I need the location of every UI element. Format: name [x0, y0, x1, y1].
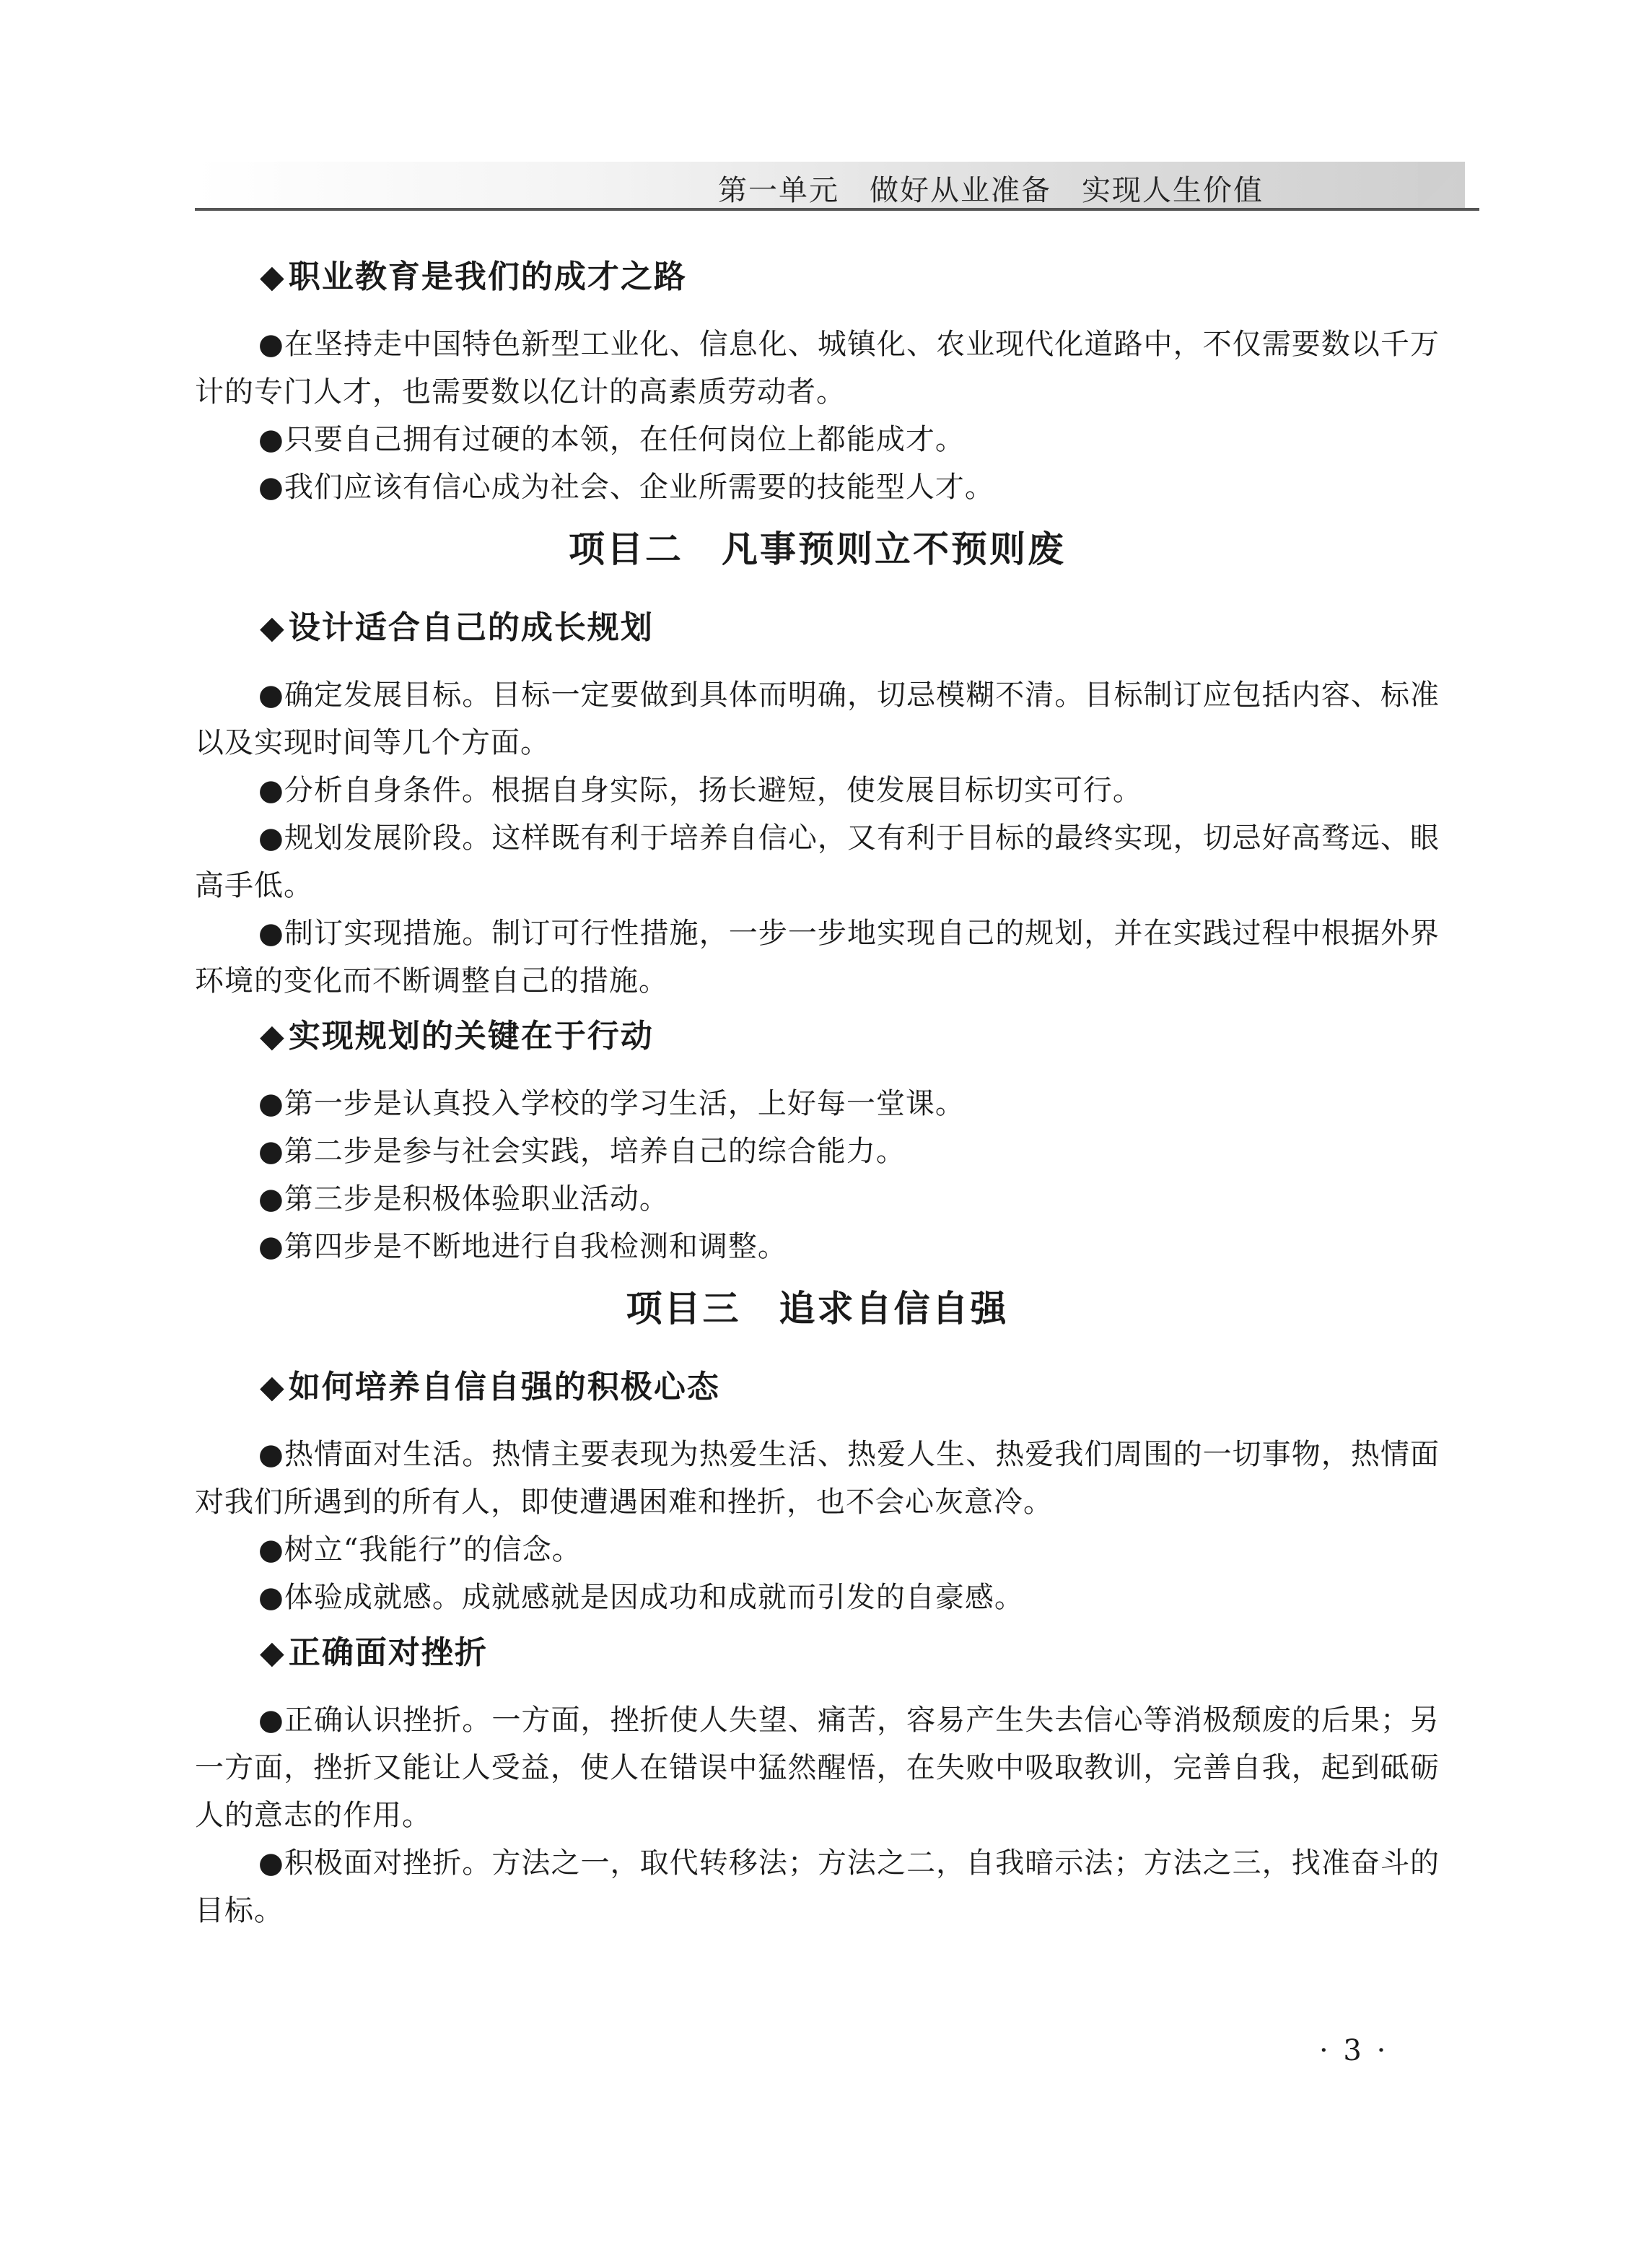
running-head: 第一单元 做好从业准备 实现人生价值 — [718, 174, 1264, 207]
list-item: ●热情面对生活。热情主要表现为热爱生活、热爱人生、热爱我们周围的一切事物，热情面对我们所遇到的所有人，即使遭遇困难和挫折，也不会心灰意冷。 — [195, 1438, 1440, 1519]
bullet-icon: ● — [258, 423, 284, 456]
section-heading: ◆如何培养自信自强的积极心态 — [260, 1369, 720, 1405]
section-heading: ◆实现规划的关键在于行动 — [260, 1018, 654, 1055]
list-item: ●第四步是不断地进行自我检测和调整。 — [258, 1230, 787, 1263]
list-item: ●制订实现措施。制订可行性措施，一步一步地实现自己的规划，并在实践过程中根据外界环境的变化而不断调整自己的措施。 — [195, 917, 1440, 998]
project-title: 项目二 凡事预则立不预则废 — [569, 528, 1066, 570]
list-item: ●在坚持走中国特色新型工业化、信息化、城镇化、农业现代化道路中，不仅需要数以千万计的专门人才，也需要数以亿计的高素质劳动者。 — [195, 328, 1440, 409]
bullet-icon: ● — [258, 679, 284, 712]
header-slant — [1418, 162, 1465, 209]
list-item: ●我们应该有信心成为社会、企业所需要的技能型人才。 — [258, 471, 994, 504]
bullet-icon: ● — [258, 1846, 284, 1880]
project-title: 项目三 追求自信自强 — [626, 1288, 1009, 1330]
list-item: ●树立“我能行”的信念。 — [258, 1533, 582, 1566]
diamond-icon: ◆ — [260, 1018, 286, 1055]
list-item: ●只要自己拥有过硬的本领，在任何岗位上都能成才。 — [258, 423, 965, 456]
page-number: · 3 · — [1319, 2034, 1389, 2067]
bullet-icon: ● — [258, 1087, 284, 1120]
bullet-icon: ● — [258, 471, 284, 504]
bullet-icon: ● — [258, 774, 284, 807]
bullet-icon: ● — [258, 917, 284, 950]
bullet-icon: ● — [258, 821, 284, 855]
bullet-icon: ● — [258, 1135, 284, 1168]
list-item: ●确定发展目标。目标一定要做到具体而明确，切忌模糊不清。目标制订应包括内容、标准以及实现时间等几个方面。 — [195, 679, 1440, 759]
section-heading: ◆职业教育是我们的成才之路 — [260, 258, 687, 295]
list-item: ●第二步是参与社会实践，培养自己的综合能力。 — [258, 1135, 906, 1168]
list-item: ●规划发展阶段。这样既有利于培养自信心，又有利于目标的最终实现，切忌好高骛远、眼高手低。 — [195, 821, 1440, 902]
bullet-icon: ● — [258, 1704, 284, 1737]
list-item: ●分析自身条件。根据自身实际，扬长避短，使发展目标切实可行。 — [258, 774, 1142, 807]
section-heading: ◆设计适合自己的成长规划 — [260, 609, 654, 646]
bullet-icon: ● — [258, 1438, 284, 1471]
bullet-icon: ● — [258, 1230, 284, 1263]
bullet-icon: ● — [258, 1581, 284, 1614]
bullet-icon: ● — [258, 1533, 284, 1566]
bullet-icon: ● — [258, 1182, 284, 1216]
section-heading: ◆正确面对挫折 — [260, 1634, 488, 1671]
list-item: ●正确认识挫折。一方面，挫折使人失望、痛苦，容易产生失去信心等消极颓废的后果；另一方面，挫折又能让人受益，使人在错误中猛然醒悟，在失败中吸取教训，完善自我，起到砥砺人的意志的作用。 — [195, 1704, 1440, 1832]
page-content — [195, 245, 1440, 1935]
list-item: ●体验成就感。成就感就是因成功和成就而引发的自豪感。 — [258, 1581, 1024, 1614]
list-item: ●第三步是积极体验职业活动。 — [258, 1182, 669, 1216]
list-item: ●第一步是认真投入学校的学习生活，上好每一堂课。 — [258, 1087, 965, 1120]
bullet-icon: ● — [258, 328, 284, 361]
diamond-icon: ◆ — [260, 1369, 286, 1405]
diamond-icon: ◆ — [260, 609, 286, 646]
diamond-icon: ◆ — [260, 1634, 286, 1671]
diamond-icon: ◆ — [260, 258, 286, 295]
list-item: ●积极面对挫折。方法之一，取代转移法；方法之二，自我暗示法；方法之三，找准奋斗的目标。 — [195, 1846, 1440, 1927]
